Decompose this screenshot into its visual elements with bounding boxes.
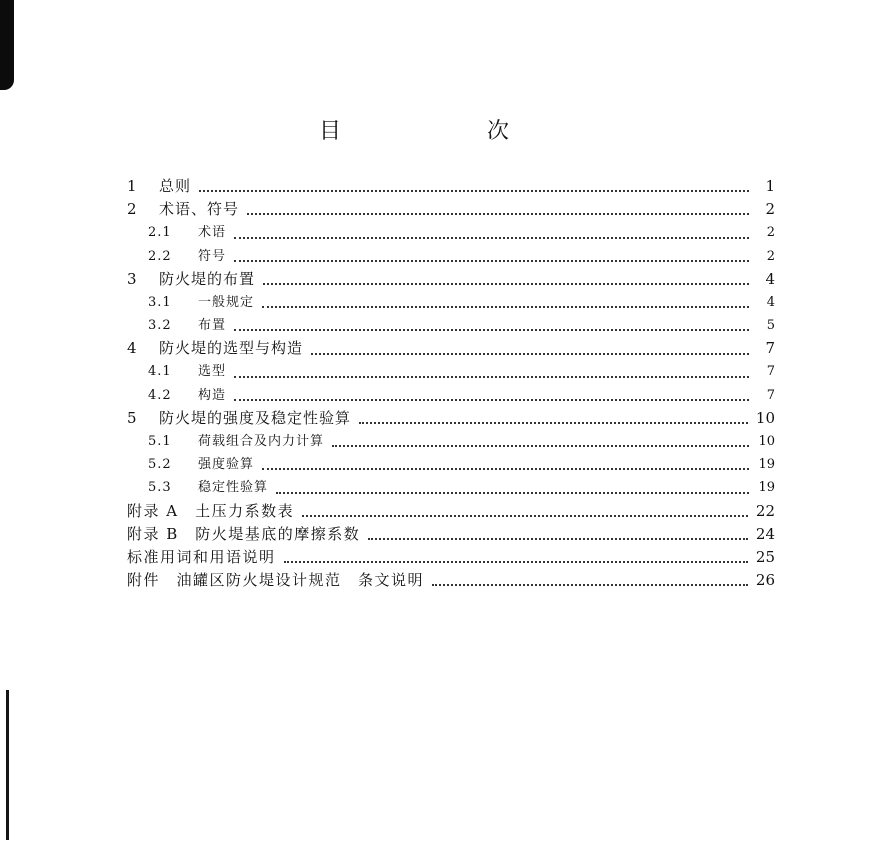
toc-entry-page: 1 bbox=[765, 176, 775, 195]
toc-entry bbox=[127, 314, 775, 337]
dot-leader bbox=[368, 537, 748, 540]
toc-entry bbox=[127, 430, 775, 453]
toc-entry bbox=[127, 407, 775, 430]
toc-entry-page: 22 bbox=[755, 501, 775, 520]
toc-entry-number: 2.2 bbox=[148, 248, 172, 264]
toc-entry-title: 符号 bbox=[198, 248, 227, 264]
toc-entry-title: 防火堤的选型与构造 bbox=[159, 339, 304, 358]
dot-leader bbox=[359, 421, 748, 424]
toc-entry-number: 2.1 bbox=[148, 225, 172, 241]
toc-entry bbox=[127, 500, 775, 523]
scan-shadow-top-left bbox=[0, 0, 14, 90]
toc-entry-number: 5.2 bbox=[148, 457, 172, 473]
toc-entry-page: 7 bbox=[766, 364, 775, 380]
toc-entry bbox=[127, 291, 775, 314]
dot-leader bbox=[247, 212, 749, 215]
toc-entry-page: 10 bbox=[755, 408, 775, 427]
toc-entry-title: 构造 bbox=[198, 387, 227, 403]
toc-entry bbox=[127, 198, 775, 221]
toc-entry-number: 3.2 bbox=[148, 318, 172, 334]
toc-entry-page: 7 bbox=[766, 387, 775, 403]
toc-entry-number: 3 bbox=[127, 269, 137, 288]
toc-entry-page: 4 bbox=[765, 269, 775, 288]
page-title: 目 次 bbox=[318, 119, 571, 144]
scan-shadow-left bbox=[6, 690, 9, 840]
toc-entry-number: 4.2 bbox=[148, 387, 172, 403]
toc-entry bbox=[127, 245, 775, 268]
toc-entry-number: 5.3 bbox=[148, 480, 172, 496]
dot-leader bbox=[332, 444, 749, 447]
toc-entry-number: 3.1 bbox=[148, 294, 172, 310]
toc-entry-title: 稳定性验算 bbox=[198, 480, 269, 496]
toc-entry-number: 4.1 bbox=[148, 364, 172, 380]
toc-entry-page: 24 bbox=[755, 524, 775, 543]
dot-leader bbox=[234, 259, 749, 262]
dot-leader bbox=[262, 305, 749, 308]
toc-entry-title: 术语、符号 bbox=[159, 200, 240, 219]
toc-entry-title: 防火堤的布置 bbox=[159, 269, 256, 288]
dot-leader bbox=[276, 491, 749, 494]
dot-leader bbox=[234, 328, 749, 331]
toc-entry bbox=[127, 268, 775, 291]
toc-entry bbox=[127, 453, 775, 476]
toc-entry-page: 25 bbox=[755, 547, 775, 566]
dot-leader bbox=[199, 189, 749, 192]
toc-entry bbox=[127, 337, 775, 360]
toc-entry-number: 5 bbox=[127, 408, 137, 427]
toc-entry-title: 强度验算 bbox=[198, 457, 255, 473]
toc-entry-page: 7 bbox=[765, 339, 775, 358]
toc-entry-number: 1 bbox=[127, 176, 137, 195]
toc-entry-title: 布置 bbox=[198, 318, 227, 334]
toc-entry-page: 2 bbox=[765, 200, 775, 219]
toc-entry bbox=[127, 221, 775, 244]
dot-leader bbox=[432, 583, 748, 586]
toc-entry-page: 26 bbox=[755, 571, 775, 590]
toc-entry bbox=[127, 569, 775, 592]
toc-entry-page: 19 bbox=[758, 480, 775, 496]
toc-entry-title: 选型 bbox=[198, 364, 227, 380]
toc-entry-title: 术语 bbox=[198, 225, 227, 241]
dot-leader bbox=[234, 236, 749, 239]
table-of-contents bbox=[127, 175, 775, 592]
toc-entry-number: 4 bbox=[127, 339, 137, 358]
dot-leader bbox=[302, 514, 748, 517]
toc-entry-title: 一般规定 bbox=[198, 294, 255, 310]
toc-entry-title: 总则 bbox=[159, 176, 192, 195]
toc-entry bbox=[127, 361, 775, 384]
toc-entry bbox=[127, 175, 775, 198]
toc-entry-title: 防火堤的强度及稳定性验算 bbox=[159, 408, 352, 427]
toc-entry bbox=[127, 476, 775, 499]
dot-leader bbox=[234, 375, 749, 378]
toc-entry-title: 附录 A 土压力系数表 bbox=[127, 501, 295, 520]
toc-entry bbox=[127, 523, 775, 546]
toc-entry bbox=[127, 384, 775, 407]
dot-leader bbox=[311, 352, 749, 355]
toc-entry-title: 附录 B 防火堤基底的摩擦系数 bbox=[127, 524, 361, 543]
toc-entry-number: 5.1 bbox=[148, 434, 172, 450]
dot-leader bbox=[262, 467, 749, 470]
dot-leader bbox=[234, 398, 749, 401]
toc-entry-title: 荷载组合及内力计算 bbox=[198, 434, 325, 450]
toc-entry-title: 附件 油罐区防火堤设计规范 条文说明 bbox=[127, 571, 425, 590]
toc-entry-page: 4 bbox=[766, 294, 775, 310]
toc-entry-page: 2 bbox=[766, 225, 775, 241]
toc-entry-page: 2 bbox=[766, 248, 775, 264]
toc-entry-page: 10 bbox=[758, 434, 775, 450]
dot-leader bbox=[263, 282, 749, 285]
toc-entry-title: 标准用词和用语说明 bbox=[127, 547, 276, 566]
toc-entry-number: 2 bbox=[127, 200, 137, 219]
toc-entry-page: 5 bbox=[766, 318, 775, 334]
dot-leader bbox=[284, 560, 748, 563]
toc-entry bbox=[127, 546, 775, 569]
toc-entry-page: 19 bbox=[758, 457, 775, 473]
